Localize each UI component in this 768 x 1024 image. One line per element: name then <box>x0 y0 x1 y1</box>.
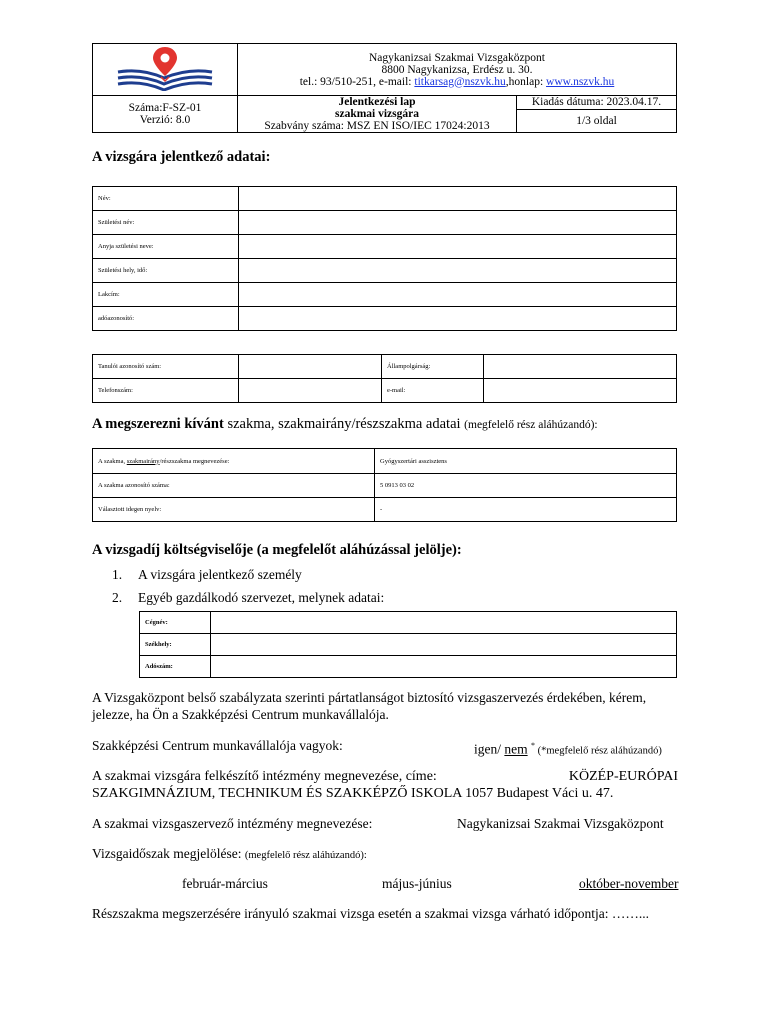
applicant-data-heading: A vizsgára jelentkező adatai: <box>92 149 271 165</box>
company-tax-label: Adószám: <box>140 656 211 678</box>
period-option-may-jun[interactable]: május-június <box>382 876 452 891</box>
profession-name-value[interactable]: Gyógyszertári asszisztens <box>375 449 677 474</box>
company-seat-label: Székhely: <box>140 634 211 656</box>
exam-period-label: Vizsgaidőszak megjelölése: (megfelelő rész aláhúzandó): <box>92 846 367 861</box>
fee-payer-heading: A vizsgadíj költségviselője (a megfelelőt aláhúzással jelölje): <box>92 542 462 558</box>
tax-id-field[interactable] <box>239 307 677 331</box>
doc-standard: Szabvány száma: MSZ EN ISO/IEC 17024:2013 <box>264 120 490 132</box>
company-seat-field[interactable] <box>211 634 677 656</box>
document-header <box>92 43 677 133</box>
foreign-language-value[interactable]: - <box>375 498 677 522</box>
issue-date: Kiadás dátuma: 2023.04.17. <box>517 96 676 110</box>
doc-subtitle: szakmai vizsgára <box>334 108 419 120</box>
profession-table <box>92 448 677 522</box>
doc-id-cell <box>93 96 238 133</box>
employee-answer: igen/ nem * (*megfelelő rész aláhúzandó) <box>474 741 662 757</box>
fee-option-1[interactable]: 1. A vizsgára jelentkező személy <box>112 567 302 582</box>
phone-field[interactable] <box>239 379 382 403</box>
company-name-field[interactable] <box>211 612 677 634</box>
organizer-value: Nagykanizsai Szakmai Vizsgaközpont <box>457 816 664 831</box>
logo-cell <box>93 44 238 96</box>
citizenship-field[interactable] <box>484 355 677 379</box>
partial-qualification-line: Részszakma megszerzésére irányuló szakmai vizsga esetén a szakmai vizsga várható időpontja: ……... <box>92 906 650 921</box>
email-link[interactable]: titkarsag@nszvk.hu <box>414 75 506 88</box>
doc-version: Verzió: 8.0 <box>139 114 191 126</box>
website-link[interactable]: www.nszvk.hu <box>546 75 615 88</box>
address-field[interactable] <box>239 283 677 307</box>
doc-title: Jelentkezési lap <box>338 96 416 108</box>
email-label: e-mail: <box>382 379 484 403</box>
employee-question: Szakképzési Centrum munkavállalója vagyok: <box>92 738 343 753</box>
mother-name-field[interactable] <box>239 235 677 259</box>
foreign-language-label: Választott idegen nyelv: <box>93 498 375 522</box>
address-label: Lakcím: <box>93 283 239 307</box>
org-address: 8800 Nagykanizsa, Erdész u. 30. <box>381 63 533 76</box>
birth-place-date-label: Születési hely, idő: <box>93 259 239 283</box>
period-option-feb-mar[interactable]: február-március <box>182 876 268 891</box>
student-id-field[interactable] <box>239 355 382 379</box>
doc-number: Száma:F-SZ-01 <box>128 102 202 114</box>
company-tax-field[interactable] <box>211 656 677 678</box>
student-id-label: Tanulói azonosító szám: <box>93 355 239 379</box>
birth-name-label: Születési név: <box>93 211 239 235</box>
organizer-label: A szakmai vizsgaszervező intézmény megnevezése: <box>92 816 373 831</box>
vizsgakozpont-logo-icon <box>110 45 220 91</box>
profession-heading: A megszerezni kívánt szakma, szakmairány/részszakma adatai (megfelelő rész aláhúzandó): <box>92 416 598 432</box>
name-field[interactable] <box>239 187 677 211</box>
company-name-label: Cégnév: <box>140 612 211 634</box>
name-label: Név: <box>93 187 239 211</box>
birth-place-date-field[interactable] <box>239 259 677 283</box>
doc-meta-cell <box>517 96 677 133</box>
tax-id-label: adóazonosító: <box>93 307 239 331</box>
citizenship-label: Állampolgárság: <box>382 355 484 379</box>
page-number: 1/3 oldal <box>576 115 617 127</box>
applicant-data-table <box>92 186 677 331</box>
contact-table <box>92 354 677 403</box>
doc-title-cell <box>238 96 517 133</box>
email-field[interactable] <box>484 379 677 403</box>
fee-option-2[interactable]: 2. Egyéb gazdálkodó szervezet, melynek adatai: <box>112 590 385 605</box>
prep-institution-line2: SZAKGIMNÁZIUM, TECHNIKUM ÉS SZAKKÉPZŐ ISKOLA 1057 Budapest Váci u. 47. <box>92 786 614 801</box>
org-contact: tel.: 93/510-251, e-mail: titkarsag@nszvk.hu,honlap: www.nszvk.hu <box>299 75 615 88</box>
org-info-cell <box>238 44 677 96</box>
mother-name-label: Anyja születési neve: <box>93 235 239 259</box>
period-option-oct-nov[interactable]: október-november <box>579 876 679 891</box>
phone-label: Telefonszám: <box>93 379 239 403</box>
org-name: Nagykanizsai Szakmai Vizsgaközpont <box>368 51 546 64</box>
impartiality-paragraph: A Vizsgaközpont belső szabályzata szerinti pártatlanságot biztosító vizsgaszervezés érdekében, kérem, jelezze, ha Ön a Szakképzési Centrum munkavállalója. <box>92 690 647 722</box>
profession-name-label: A szakma, szakmairány/részszakma megnevezése: <box>93 449 375 474</box>
company-table <box>139 611 677 678</box>
no-option[interactable]: nem <box>504 741 528 757</box>
profession-id-value[interactable]: 5 0913 03 02 <box>375 474 677 498</box>
birth-name-field[interactable] <box>239 211 677 235</box>
profession-id-label: A szakma azonosító száma: <box>93 474 375 498</box>
prep-institution-line1: A szakmai vizsgára felkészítő intézmény megnevezése, címe: KÖZÉP-EURÓPAI <box>92 769 678 784</box>
yes-option[interactable]: igen/ <box>474 741 505 757</box>
